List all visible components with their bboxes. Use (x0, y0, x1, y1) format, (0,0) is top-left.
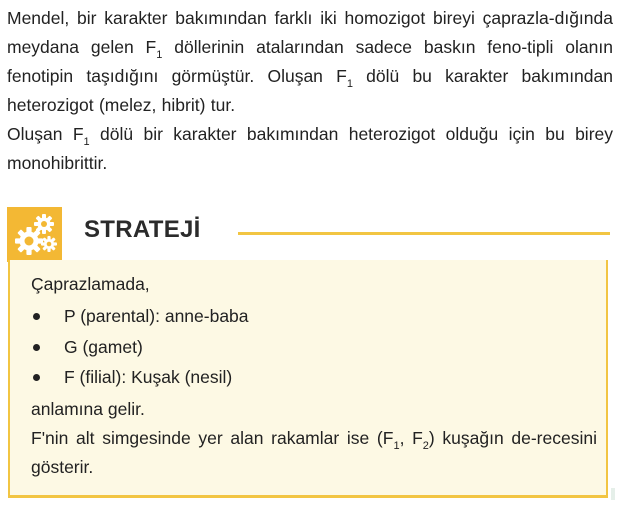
note-part-a: F'nin alt simgesinde yer alan rakamlar ise (F (31, 427, 394, 448)
list-item-text: P (parental): anne-baba (64, 306, 249, 326)
title-underline (238, 232, 610, 235)
bullet-icon (33, 344, 40, 351)
list-item-text: G (gamet) (64, 336, 143, 357)
gears-icon (7, 207, 62, 262)
intro-p1-part-a: Mendel, bir karakter bakımından farklı iki homozigot bireyi çaprazla-dığında meydana gelen F (7, 8, 613, 57)
page-edge-mark (611, 488, 615, 500)
intro-p2-part-a: Oluşan F (7, 124, 84, 144)
subscript-1: 1 (83, 136, 90, 148)
strategy-lead: Çaprazlamada, (31, 274, 150, 294)
list-item-text: F (filial): Kuşak (nesil) (64, 367, 233, 387)
list-item (31, 362, 597, 393)
subscript-2: 2 (422, 439, 429, 452)
intro-p2-part-b: dölü bir karakter bakımından heterozigot olduğu için bu birey monohibrittir. (7, 124, 614, 173)
note-part-mid: , F (399, 427, 423, 448)
list-item (31, 332, 597, 363)
intro-text (7, 4, 613, 178)
subscript-1: 1 (156, 49, 163, 61)
subscript-1: 1 (393, 439, 400, 452)
note-part-b: ) kuşağın de-recesini gösterir. (31, 427, 597, 477)
strategy-closing: anlamına gelir. (31, 398, 145, 419)
strategy-content (31, 270, 597, 482)
list-item (31, 301, 597, 332)
gears-icon-svg (7, 207, 62, 262)
intro-p1-part-c: dölü bu karakter bakımından heterozigot (melez, hibrit) tur. (7, 66, 613, 115)
strategy-title: STRATEJİ (84, 216, 201, 243)
strategy-list (31, 301, 597, 393)
bullet-icon (33, 374, 40, 381)
bullet-icon (33, 313, 40, 320)
intro-paragraph-2 (7, 120, 613, 178)
intro-paragraph-1 (7, 4, 613, 120)
subscript-1: 1 (346, 78, 353, 90)
intro-p1-part-b: döllerinin atalarından sadece baskın feno-tipli olanın fenotipin taşıdığını görmüştür. Oluşan F (7, 37, 613, 86)
strategy-note (31, 424, 597, 482)
